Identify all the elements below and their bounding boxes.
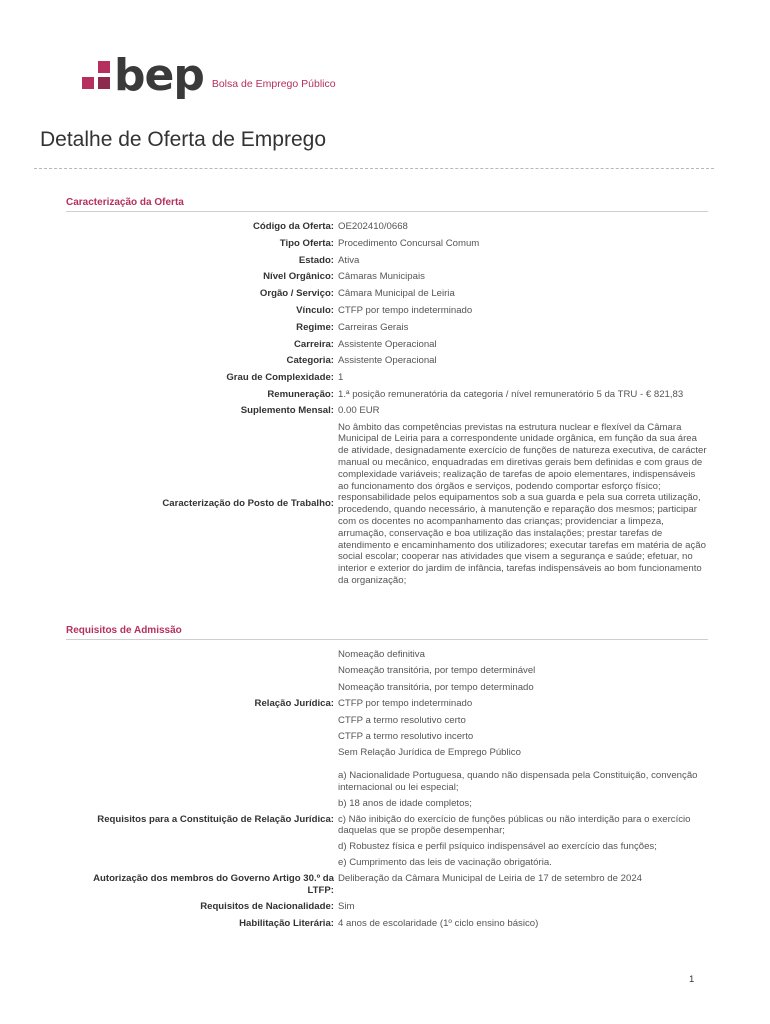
field-value: Sim (338, 901, 355, 913)
field-value: Procedimento Concursal Comum (338, 237, 480, 249)
bep-logo (82, 50, 336, 101)
field-orgao-servico (66, 288, 708, 300)
field-regime (66, 322, 708, 334)
section-title-caracterizacao: Caracterização da Oferta (66, 197, 708, 212)
field-label: Grau de Complexidade: (226, 372, 334, 384)
field-suplemento-mensal (66, 405, 708, 417)
relacao-option: Nomeação transitória, por tempo determinado (338, 681, 534, 693)
field-label: Autorização dos membros do Governo Artigo 30.º da LTFP: (93, 872, 334, 896)
relacao-option: Nomeação transitória, por tempo determinável (338, 665, 536, 677)
field-nacionalidade (66, 901, 708, 913)
field-label: Tipo Oferta: (279, 237, 334, 249)
field-value: Ativa (338, 254, 360, 266)
field-value-list (338, 770, 708, 869)
logo-squares-icon (82, 58, 118, 94)
title-divider (34, 168, 714, 169)
field-value: Assistente Operacional (338, 355, 437, 367)
field-estado (66, 255, 708, 267)
field-value: No âmbito das competências previstas na estrutura nuclear e flexível da Câmara Municipal de Leiria para a correspondente unidade orgânica, em função da sua área de atividade, designadamente exercício de funções de natureza executiva, de carácter manual ou mecânico, enquadradas em diretivas gerais bem definidas e com graus de complexidade variáveis; realização de tarefas de apoio elementares, indispensáveis ao funcionamento dos órgãos e serviços, podendo comportar esforço físico; responsabilidade pelos equipamentos sob a sua guarda e pela sua correta utilização, procedendo, quando necessário, à manutenção e reparação dos mesmos; participar com os docentes no acompanhamento das crianças; providenciar a limpeza, arrumação, conservação e boa utilização das instalações; prestar tarefas de atendimento e encaminhamento dos utilizadores; executar tarefas em matéria de ação social escolar; cooperar nas atividades que visem a segurança e saúde; efetuar, no interior e exterior do jardim de infância, tarefas indispensáveis ao bom funcionamento da organização; (338, 421, 707, 586)
field-label: Vínculo: (296, 304, 334, 316)
field-label: Requisitos para a Constituição de Relação Jurídica: (97, 813, 334, 825)
relacao-option: CTFP por tempo indeterminado (338, 698, 473, 710)
field-label: Orgão / Serviço: (259, 288, 334, 300)
requisito-item: a) Nacionalidade Portuguesa, quando não dispensada pela Constituição, convenção internacional ou lei especial; (338, 770, 698, 793)
field-carreira (66, 339, 708, 351)
field-label: Requisitos de Nacionalidade: (200, 901, 334, 913)
field-codigo-oferta (66, 221, 708, 233)
field-label: Regime: (296, 321, 334, 333)
field-value: 1 (338, 372, 344, 384)
field-label: Estado: (298, 254, 334, 266)
relacao-option: Sem Relação Jurídica de Emprego Público (338, 747, 521, 759)
field-vinculo (66, 305, 708, 317)
field-value: CTFP por tempo indeterminado (338, 304, 473, 316)
field-value: Carreiras Gerais (338, 321, 409, 333)
field-label: Caracterização do Posto de Trabalho: (162, 498, 334, 510)
requisito-item: b) 18 anos de idade completos; (338, 797, 472, 809)
page-title: Detalhe de Oferta de Emprego (40, 128, 327, 151)
field-categoria (66, 355, 708, 367)
field-label: Categoria: (286, 355, 334, 367)
field-value: Assistente Operacional (338, 338, 437, 350)
field-autorizacao (66, 873, 708, 897)
field-value-list (338, 649, 708, 759)
logo-wordmark: bep (114, 50, 204, 101)
requisito-item: c) Não inibição do exercício de funções públicas ou não interdição para o exercício daquelas que se propõe desempenhar; (338, 813, 691, 837)
field-label: Código da Oferta: (252, 221, 334, 232)
relacao-option: Nomeação definitiva (338, 649, 425, 660)
field-remuneracao (66, 389, 708, 401)
field-tipo-oferta (66, 238, 708, 250)
page-number: 1 (689, 974, 695, 985)
field-nivel-organico (66, 271, 708, 283)
relacao-option: CTFP a termo resolutivo certo (338, 714, 466, 726)
caracterizacao-section (66, 197, 708, 587)
field-relacao-juridica (66, 649, 708, 759)
field-label: Habilitação Literária: (239, 918, 334, 930)
field-requisitos-constituicao (66, 770, 708, 869)
field-value: Câmara Municipal de Leiria (338, 288, 455, 300)
field-value: Deliberação da Câmara Municipal de Leiria de 17 de setembro de 2024 (338, 872, 642, 884)
field-label: Relação Jurídica: (254, 698, 334, 710)
field-label: Carreira: (294, 338, 334, 350)
field-value: OE202410/0668 (338, 221, 408, 232)
field-value: 4 anos de escolaridade (1º ciclo ensino básico) (338, 918, 539, 930)
field-label: Remuneração: (267, 388, 334, 400)
field-habilitacao (66, 918, 708, 930)
requisito-item: d) Robustez física e perfil psíquico indispensável ao exercício das funções; (338, 841, 657, 853)
logo-subtitle: Bolsa de Emprego Público (211, 78, 336, 90)
field-label: Nível Orgânico: (263, 271, 334, 283)
field-grau-complexidade (66, 372, 708, 384)
section-title-requisitos: Requisitos de Admissão (66, 625, 708, 640)
field-label: Suplemento Mensal: (240, 404, 334, 416)
requisito-item: e) Cumprimento das leis de vacinação obrigatória. (338, 856, 552, 868)
field-value: 1.ª posição remuneratória da categoria / nível remuneratório 5 da TRU - € 821,83 (338, 388, 684, 400)
field-value: 0.00 EUR (338, 404, 380, 416)
field-posto-trabalho (66, 422, 708, 587)
requisitos-section (66, 625, 708, 930)
relacao-option: CTFP a termo resolutivo incerto (338, 730, 474, 742)
field-value: Câmaras Municipais (338, 271, 425, 283)
